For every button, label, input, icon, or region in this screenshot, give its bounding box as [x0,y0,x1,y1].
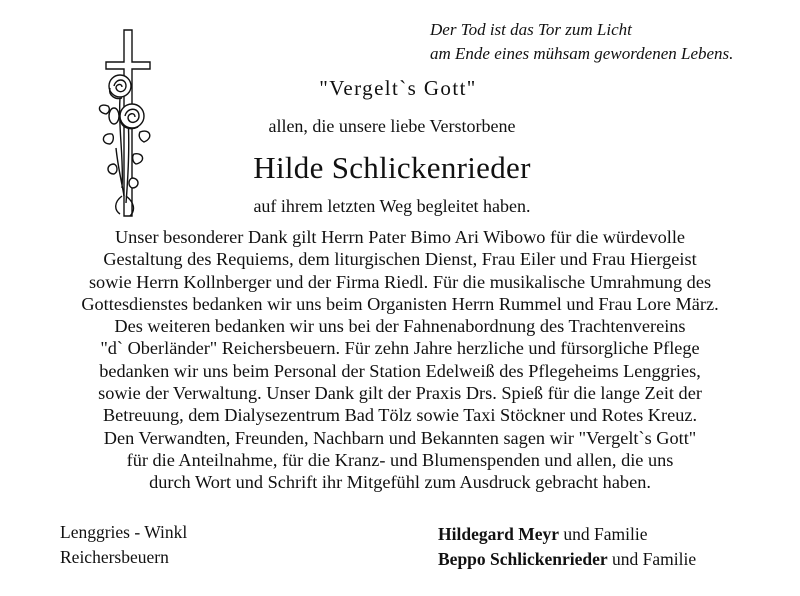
signature-line-2 [438,547,696,572]
place-line-2: Reichersbeuern [60,547,169,567]
vergelts-gott-heading: "Vergelt`s Gott" [319,76,477,100]
signer-suffix-1: und Familie [559,524,648,544]
place-line-1: Lenggries - Winkl [60,522,188,542]
body-line: Des weiteren bedanken wir uns bei der Fahnenabordnung des Trachtenvereins [114,316,686,337]
place-block [60,520,187,570]
body-line: sowie Herrn Kollnberger und der Firma Riedl. Für die musikalische Umrahmung des [88,271,712,292]
signer-suffix-2: und Familie [607,549,697,569]
dedication-line: allen, die unsere liebe Verstorbene [268,116,516,136]
body-line: Den Verwandten, Freunden, Nachbarn und Bekannten sagen wir "Vergelt`s Gott" [103,427,697,448]
signature-block [438,522,696,572]
body-line: für die Anteilnahme, für die Kranz- und Blumenspenden und allen, die uns [126,449,674,470]
epigraph-quote [430,18,770,66]
body-line: sowie der Verwaltung. Unser Dank gilt der Praxis Drs. Spieß für die lange Zeit der [98,383,702,404]
thanks-body [0,226,800,494]
body-line: Betreuung, dem Dialysezentrum Bad Tölz sowie Taxi Stöckner und Rotes Kreuz. [102,405,698,426]
body-line: Gestaltung des Requiems, dem liturgischen Dienst, Frau Eiler und Frau Hiergeist [103,249,697,270]
body-line: Unser besonderer Dank gilt Herrn Pater Bimo Ari Wibowo für die würdevolle [114,227,686,247]
body-line: durch Wort und Schrift ihr Mitgefühl zum Ausdruck gebracht haben. [149,472,651,493]
body-line: bedanken wir uns beim Personal der Station Edelweiß des Pflegeheims Lenggries, [99,360,701,381]
accompanied-line: auf ihrem letzten Weg begleitet haben. [253,196,531,216]
body-line: "d` Oberländer" Reichersbeuern. Für zehn Jahre herzliche und fürsorgliche Pflege [100,338,700,359]
quote-line-2: am Ende eines mühsam gewordenen Lebens. [430,44,734,63]
quote-line-1: Der Tod ist das Tor zum Licht [430,20,632,39]
signature-line-1 [438,522,696,547]
body-line: Gottesdienstes bedanken wir uns beim Organisten Herrn Rummel und Frau Lore März. [81,293,719,314]
signer-name-1: Hildegard Meyr [438,524,560,544]
deceased-name: Hilde Schlickenrieder [253,150,531,185]
signer-name-2: Beppo Schlickenrieder [438,549,608,569]
